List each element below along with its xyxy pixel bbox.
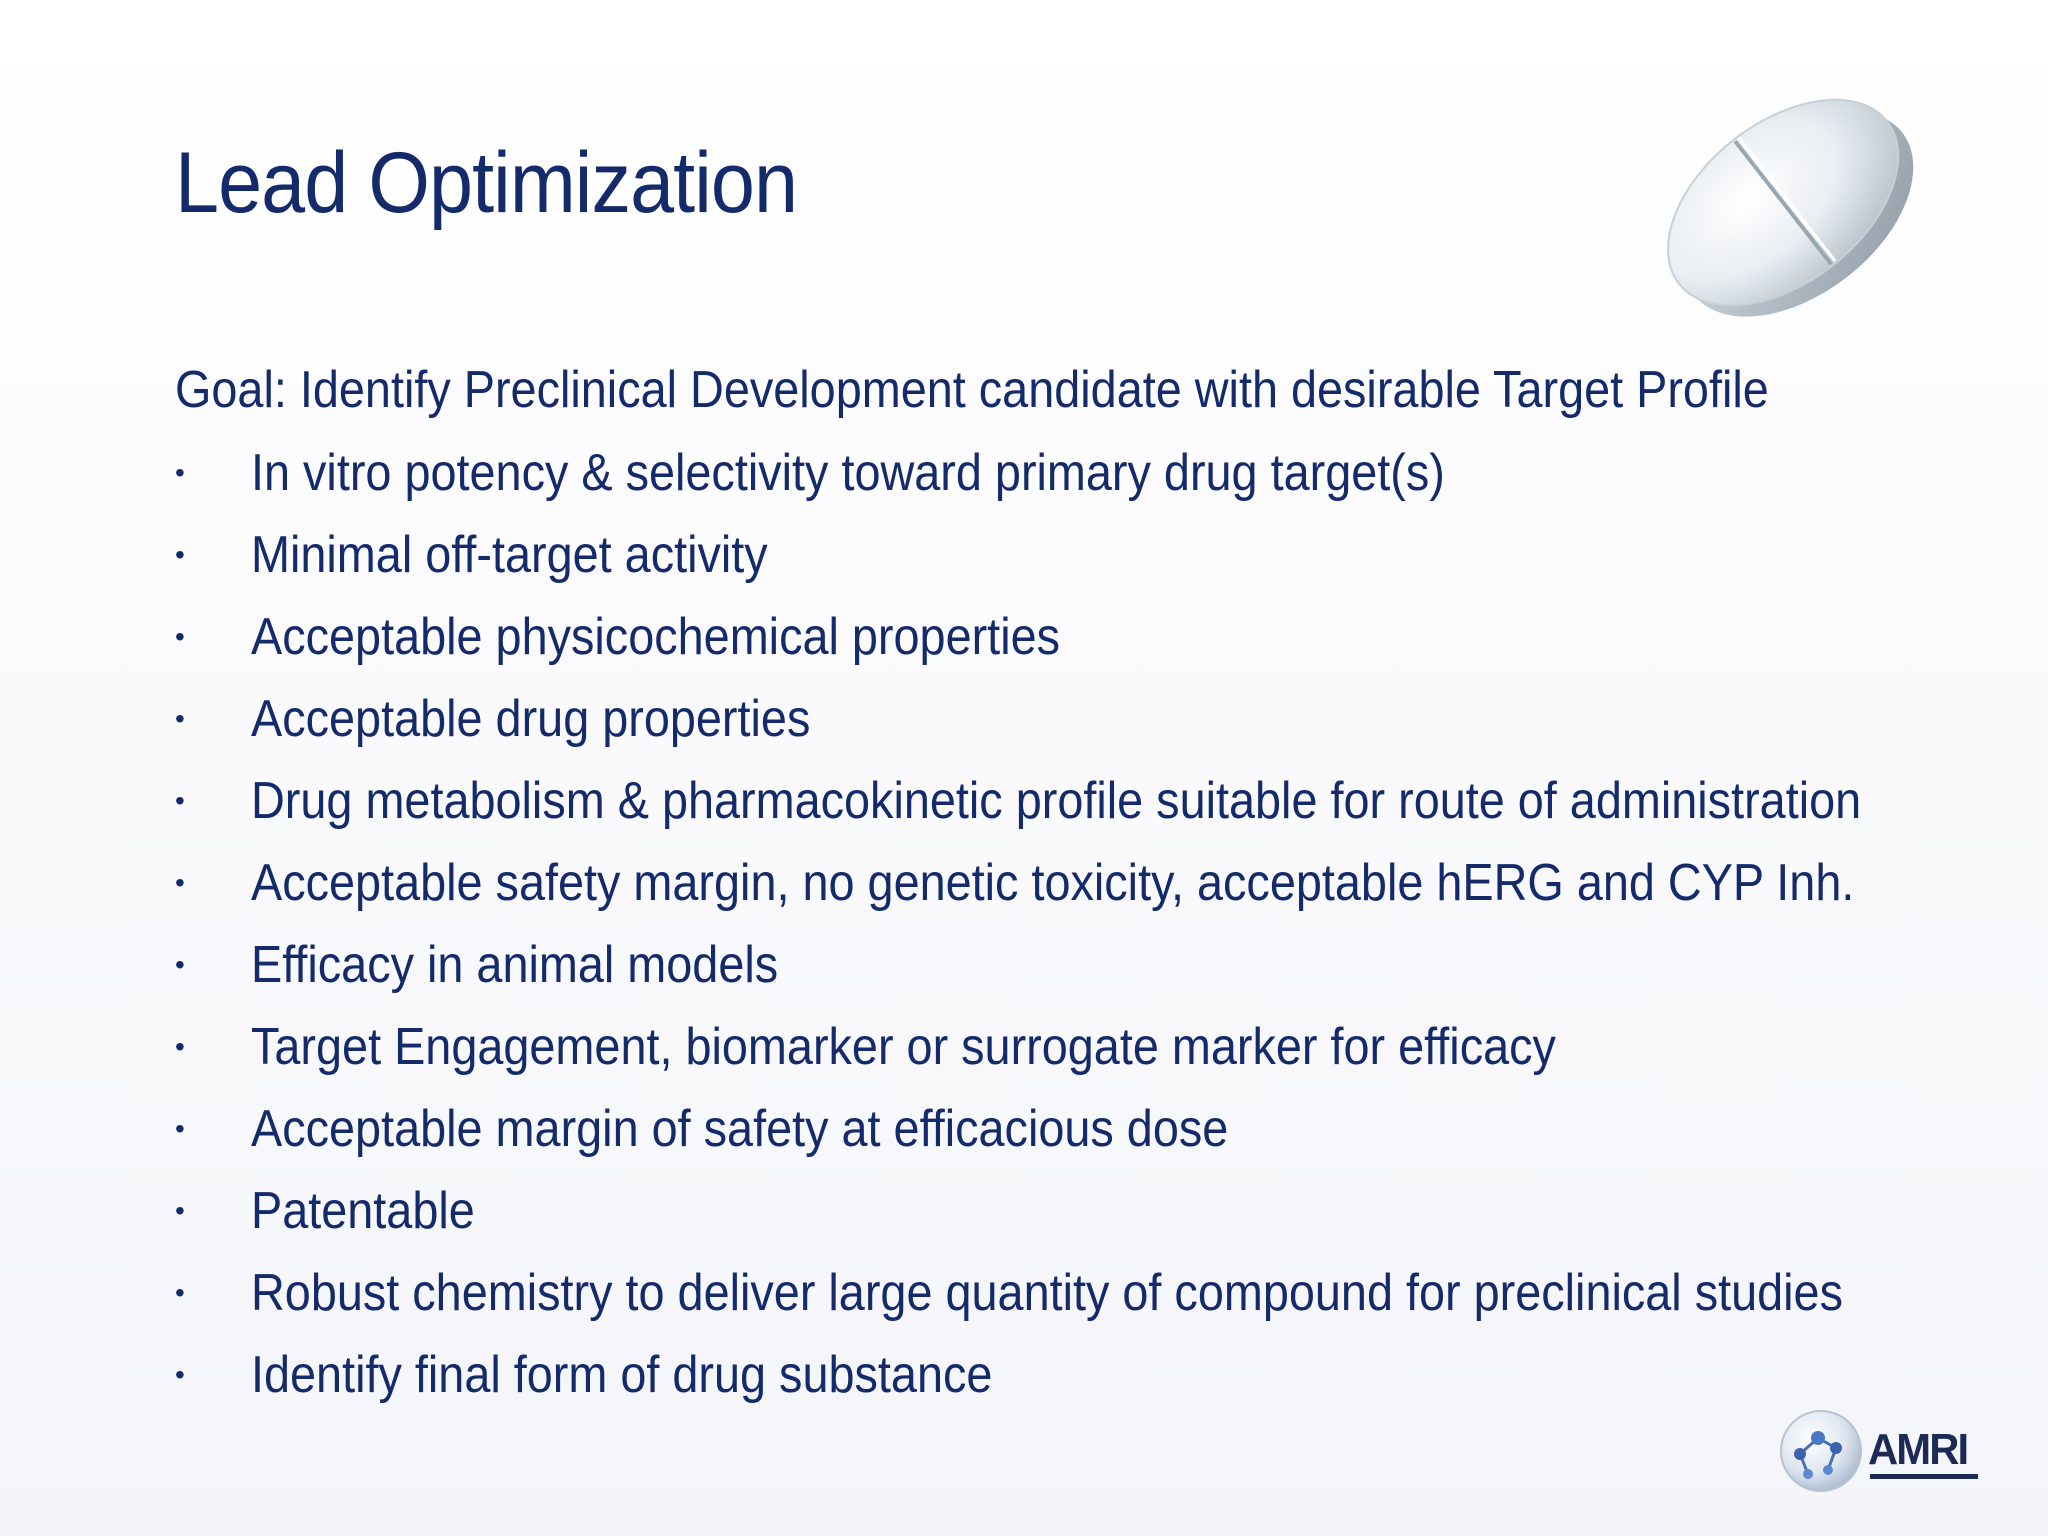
- amri-logo: [1778, 1404, 1998, 1496]
- bullet-text: Robust chemistry to deliver large quantity of compound for preclinical studies: [251, 1264, 1843, 1322]
- logo-underline: [1870, 1474, 1978, 1479]
- bullet-icon: •: [175, 621, 185, 652]
- bullet-icon: •: [175, 1113, 185, 1144]
- bullet-text: Acceptable safety margin, no genetic toxicity, acceptable hERG and CYP Inh.: [251, 854, 1855, 912]
- goal-statement: Goal: Identify Preclinical Development candidate with desirable Target Profile: [175, 361, 1769, 419]
- bullet-text: Efficacy in animal models: [251, 936, 779, 994]
- bullet-icon: •: [175, 703, 185, 734]
- bullet-icon: •: [175, 867, 185, 898]
- bullet-icon: •: [175, 1277, 185, 1308]
- bullet-icon: •: [175, 949, 185, 980]
- bullet-text: Minimal off-target activity: [251, 526, 768, 584]
- molecule-globe-icon: [1778, 1408, 1864, 1494]
- bullet-icon: •: [175, 1195, 185, 1226]
- bullet-icon: •: [175, 785, 185, 816]
- bullet-icon: •: [175, 1359, 185, 1390]
- slide-title: Lead Optimization: [175, 135, 798, 231]
- bullet-text: Acceptable margin of safety at efficacious dose: [251, 1100, 1229, 1158]
- bullet-icon: •: [175, 457, 185, 488]
- bullet-text: Patentable: [251, 1182, 475, 1240]
- bullet-text: Acceptable physicochemical properties: [251, 608, 1061, 666]
- bullet-text: Drug metabolism & pharmacokinetic profile suitable for route of administration: [251, 772, 1862, 830]
- bullet-text: Identify final form of drug substance: [251, 1346, 993, 1404]
- bullet-text: In vitro potency & selectivity toward primary drug target(s): [251, 444, 1445, 502]
- bullet-text: Acceptable drug properties: [251, 690, 811, 748]
- bullet-icon: •: [175, 539, 185, 570]
- logo-wordmark: AMRI: [1868, 1425, 1968, 1474]
- pill-tablet-icon: [1640, 80, 1930, 330]
- bullet-icon: •: [175, 1031, 185, 1062]
- bullet-text: Target Engagement, biomarker or surrogate marker for efficacy: [251, 1018, 1556, 1076]
